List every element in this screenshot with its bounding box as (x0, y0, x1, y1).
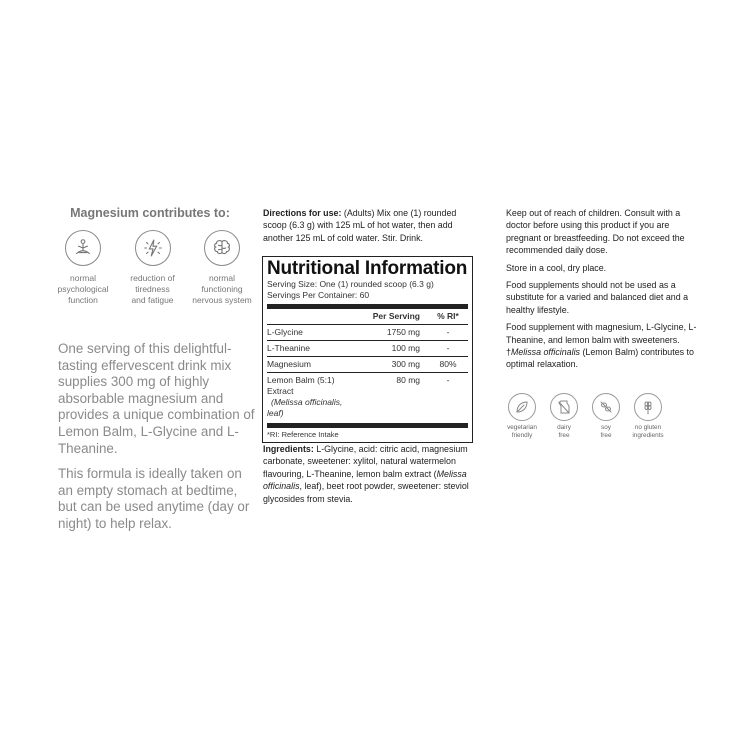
benefit-label: reduction of tiredness and fatigue (130, 273, 175, 305)
dietary-badges (506, 393, 664, 439)
directions-label: Directions for use: (263, 208, 342, 218)
nutrient-ri: - (446, 327, 450, 337)
product-description: One serving of this delightful-tasting effervescent drink mix supplies 300 mg of highly absorbable magnesium and provides a unique combination of Lemon Balm, L-Glycine and L-Theanine. (58, 341, 255, 456)
badge-vegetarian: vegetarian friendly (506, 393, 538, 439)
badge-soy-free: soy free (590, 393, 622, 439)
nutrient-name: Magnesium (267, 359, 311, 369)
ingredients (263, 443, 473, 505)
ingredients-label: Ingredients: (263, 444, 314, 454)
nutrient-ri: - (446, 375, 450, 385)
table-row (267, 341, 468, 356)
benefit-label: normal psychological function (57, 273, 109, 305)
ri-header: % RI* (437, 311, 459, 321)
nutrition-facts-panel (262, 256, 473, 443)
milk-carton-icon (550, 393, 578, 421)
benefit-psychological (50, 230, 116, 306)
per-serving-header: Per Serving (372, 311, 420, 321)
benefit-label: normal functioning nervous system (192, 273, 252, 305)
nutrient-ri: 80% (439, 359, 457, 369)
nutrient-name: L-Glycine (267, 327, 303, 337)
directions-text: (Adults) Mix one (1) rounded scoop (6.3 g) with 125 mL of hot water, then add another 125 mL of cold water. Stir. Drink. (263, 208, 457, 243)
serving-size: Serving Size: One (1) rounded scoop (6.3 g) (267, 279, 434, 289)
nutrient-name: Lemon Balm (5:1) Extract (Melissa officinalis, leaf) (267, 375, 343, 418)
table-row (267, 373, 468, 421)
ri-footnote: *RI: Reference Intake (267, 430, 339, 439)
claim-statement: †Melissa officinalis (Lemon Balm) contributes to optimal relaxation. (506, 347, 694, 370)
benefits-heading: Magnesium contributes to: (70, 206, 230, 220)
supplement-statement: Food supplement with magnesium, L-Glycine, L-Theanine, and lemon balm with sweeteners. (506, 322, 697, 345)
nutrition-header-row (267, 309, 468, 324)
ingredients-text-end: , leaf), beet root powder, sweetener: steviol glycosides from stevia. (263, 481, 469, 504)
nutrient-ri: - (446, 343, 450, 353)
storage-instructions: Store in a cool, dry place. (506, 262, 607, 273)
nutrient-name: L-Theanine (267, 343, 311, 353)
meditation-icon (65, 230, 101, 266)
servings-per-container: Servings Per Container: 60 (267, 290, 370, 300)
lightning-bolt-icon (135, 230, 171, 266)
table-row (267, 325, 468, 340)
warnings-panel (506, 207, 701, 376)
diet-notice: Food supplements should not be used as a substitute for a varied and balanced diet and a healthy lifestyle. (506, 280, 689, 315)
ingredients-text: L-Glycine, acid: citric acid, magnesium carbonate, sweetener: xylitol, natural watermelon flavouring, L-Theanine, lemon balm extract ( (263, 444, 468, 479)
nutrition-title: Nutritional Information (267, 258, 468, 279)
benefit-tiredness (120, 230, 186, 306)
nutrient-subname: (Melissa officinalis, leaf) (267, 397, 343, 418)
wheat-icon (634, 393, 662, 421)
nutrient-amount: 1750 mg (386, 327, 420, 337)
badge-dairy-free: dairy free (548, 393, 580, 439)
magnesium-benefits-panel (50, 206, 255, 306)
benefit-icons-row (50, 230, 255, 306)
nutrient-amount: 80 mg (396, 375, 420, 385)
brain-icon (204, 230, 240, 266)
soy-bean-crossed-icon (592, 393, 620, 421)
directions-for-use (263, 207, 473, 244)
usage-description: This formula is ideally taken on an empty stomach at bedtime, but can be used anytime (day or night) to help relax. (58, 466, 250, 531)
benefit-nervous-system (189, 230, 255, 306)
badge-no-gluten: no gluten ingredients (632, 393, 664, 439)
leaf-icon (508, 393, 536, 421)
nutrient-amount: 300 mg (391, 359, 420, 369)
table-row (267, 357, 468, 372)
ingredients-latin: Melissa officinalis (263, 468, 467, 492)
nutrient-amount: 100 mg (391, 343, 420, 353)
warning-children: Keep out of reach of children. Consult with a doctor before using this product if you are pregnant or breastfeeding. Do not exceed the recommended daily dose. (506, 208, 685, 256)
